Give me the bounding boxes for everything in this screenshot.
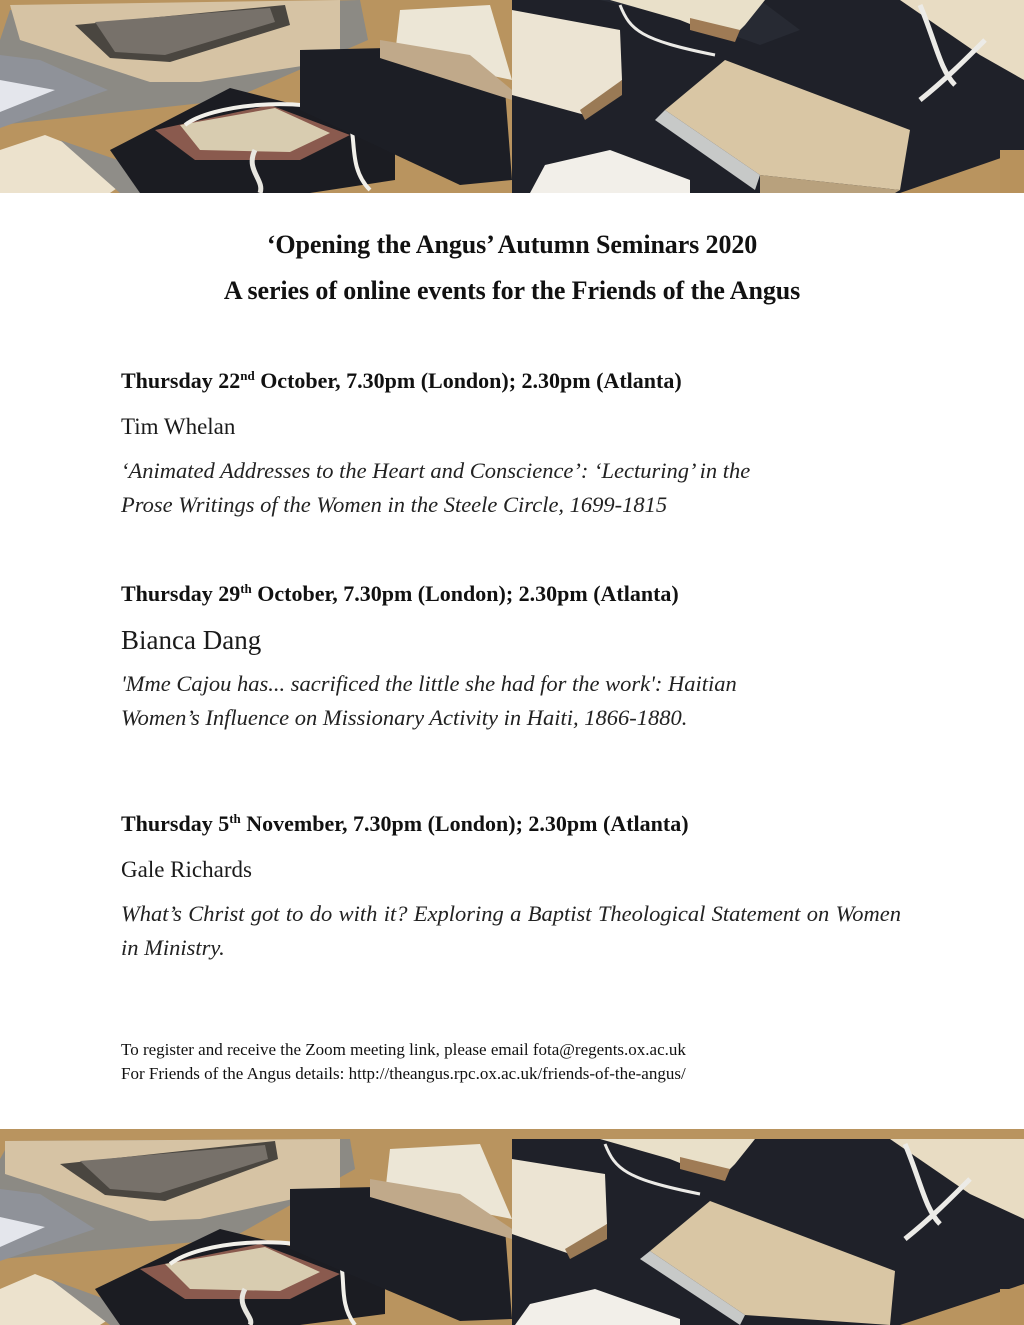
friends-details-link-text: For Friends of the Angus details: http://theangus.rpc.ox.ac.uk/friends-of-the-angus/ (121, 1064, 686, 1083)
talk-title (121, 454, 901, 522)
event-day: Thursday 29 (121, 581, 241, 606)
talk-title-line: Women’s Influence on Missionary Activity in Haiti, 1866-1880. (121, 705, 688, 730)
archive-books-photo-icon (0, 0, 1024, 193)
event-date (121, 366, 901, 396)
event-time: November, 7.30pm (London); 2.30pm (Atlanta) (240, 811, 689, 836)
ordinal-suffix: th (240, 581, 252, 596)
talk-title-line: 'Mme Cajou has... sacrificed the little she had for the work': Haitian (121, 671, 737, 696)
event-2 (121, 579, 901, 735)
speaker-name: Tim Whelan (121, 414, 236, 439)
talk-title (121, 667, 901, 735)
event-day: Thursday 22 (121, 368, 241, 393)
talk-title-line: ‘Animated Addresses to the Heart and Conscience’: ‘Lecturing’ in the (121, 458, 751, 483)
bottom-banner-photo (0, 1129, 1024, 1325)
title-block (0, 222, 1024, 314)
event-day: Thursday 5 (121, 811, 230, 836)
top-banner-photo (0, 0, 1024, 193)
talk-title: What’s Christ got to do with it? Exploring a Baptist Theological Statement on Women in Ministry. (121, 901, 901, 960)
event-3 (121, 809, 901, 965)
page-title: ‘Opening the Angus’ Autumn Seminars 2020 (266, 230, 758, 259)
archive-books-photo-icon (0, 1129, 1024, 1325)
event-date (121, 579, 901, 609)
registration-info (121, 1038, 921, 1086)
speaker-name: Bianca Dang (121, 625, 262, 655)
speaker-name: Gale Richards (121, 857, 252, 882)
event-date (121, 809, 901, 839)
event-time: October, 7.30pm (London); 2.30pm (Atlanta) (251, 581, 679, 606)
event-time: October, 7.30pm (London); 2.30pm (Atlanta) (254, 368, 682, 393)
page-subtitle: A series of online events for the Friends of the Angus (223, 276, 801, 305)
ordinal-suffix: th (229, 811, 241, 826)
event-1 (121, 366, 901, 522)
talk-title-line: Prose Writings of the Women in the Steele Circle, 1699-1815 (121, 492, 668, 517)
ordinal-suffix: nd (240, 368, 255, 383)
register-email-text: To register and receive the Zoom meeting link, please email fota@regents.ox.ac.uk (121, 1040, 686, 1059)
